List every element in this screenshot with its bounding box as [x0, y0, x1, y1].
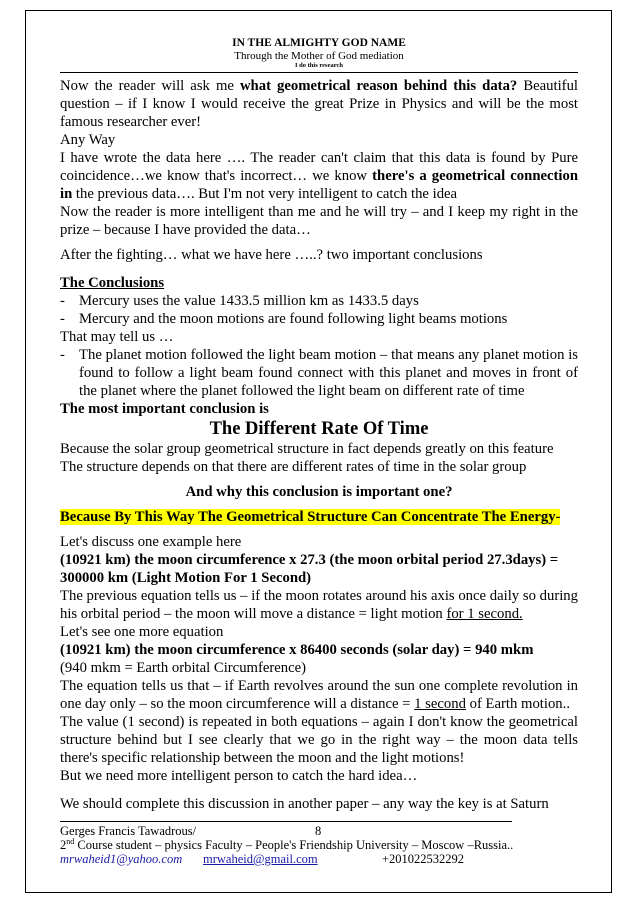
- phone-number: +201022532292: [382, 852, 465, 866]
- footer-author: Gerges Francis Tawadrous/: [60, 824, 197, 838]
- paragraph: Now the reader is more intelligent than me and he will try – and I keep my right in the prize – because I have provided the data…: [60, 204, 578, 238]
- section-heading: The Conclusions: [60, 275, 165, 291]
- question-line: And why this conclusion is important one?: [185, 484, 453, 500]
- paragraph: Let's see one more equation: [60, 624, 224, 640]
- paragraph: (940 mkm = Earth orbital Circumference): [60, 660, 307, 676]
- paragraph: Now the reader will ask me what geometrical reason behind this data? Beautiful question – if I know I would receive the great Prize in Physics and will be the most famous researcher ever!: [60, 78, 578, 130]
- header-title: IN THE ALMIGHTY GOD NAME: [232, 37, 406, 49]
- paragraph: Because the solar group geometrical structure in fact depends greatly on this feature: [60, 441, 554, 457]
- footer-author-line: [60, 824, 578, 839]
- paragraph: I have wrote the data here …. The reader can't claim that this data is found by Pure coincidence…we know that's incorrect… we know there's a geometrical connection in the previous data…. But I'm not very intelligent to catch the idea: [60, 150, 579, 202]
- page-content: [60, 77, 578, 813]
- paragraph: Any Way: [60, 132, 116, 148]
- paragraph: That may tell us …: [60, 329, 174, 345]
- highlighted-statement: Because By This Way The Geometrical Structure Can Concentrate The Energy-: [60, 509, 561, 525]
- list-item: - The planet motion followed the light beam motion – that means any planet motion is found to follow a light beam found connect with this planet and moves in front of the planet where the planet followed the light beam on different rate of time: [60, 347, 578, 399]
- header-subtitle: Through the Mother of God mediation: [234, 50, 404, 62]
- paragraph: After the fighting… what we have here …..? two important conclusions: [60, 247, 483, 263]
- paragraph: The value (1 second) is repeated in both equations – again I don't know the geometrical structure behind but I see clearly that we go in the right way – the moon data tells there's specific relationship between the moon and the light motions!: [60, 714, 578, 766]
- footer-course-line: 2nd Course student – physics Faculty – People's Friendship University – Moscow –Russia..: [60, 836, 514, 852]
- paragraph: Let's discuss one example here: [60, 534, 242, 550]
- important-label: The most important conclusion is: [60, 401, 269, 417]
- list-item: - Mercury and the moon motions are found following light beams motions: [60, 311, 508, 327]
- paragraph: We should complete this discussion in another paper – any way the key is at Saturn: [60, 796, 549, 812]
- paragraph: The structure depends on that there are different rates of time in the solar group: [60, 459, 527, 475]
- list-item: - Mercury uses the value 1433.5 million km as 1433.5 days: [60, 293, 419, 309]
- header-divider: [60, 72, 578, 73]
- page-number: 8: [315, 824, 322, 838]
- footer-contact-line: [60, 852, 578, 867]
- paragraph: The previous equation tells us – if the moon rotates around his axis once daily so during his orbital period – the moon will move a distance = light motion for 1 second.: [60, 588, 578, 622]
- paragraph: But we need more intelligent person to catch the hard idea…: [60, 768, 418, 784]
- main-heading: The Different Rate Of Time: [209, 419, 429, 439]
- equation: (10921 km) the moon circumference x 86400 seconds (solar day) = 940 mkm: [60, 642, 534, 658]
- equation: (10921 km) the moon circumference x 27.3 (the moon orbital period 27.3days) = 300000 km (Light Motion For 1 Second): [60, 552, 559, 586]
- email-link-yahoo[interactable]: mrwaheid1@yahoo.com: [60, 852, 183, 866]
- footer-divider: [60, 821, 512, 822]
- paragraph: The equation tells us that – if Earth revolves around the sun one complete revolution in one day only – so the moon circumference will a distance = 1 second of Earth motion..: [60, 678, 578, 712]
- email-link-gmail[interactable]: mrwaheid@gmail.com: [203, 852, 318, 866]
- header-note: I do this research: [295, 62, 343, 69]
